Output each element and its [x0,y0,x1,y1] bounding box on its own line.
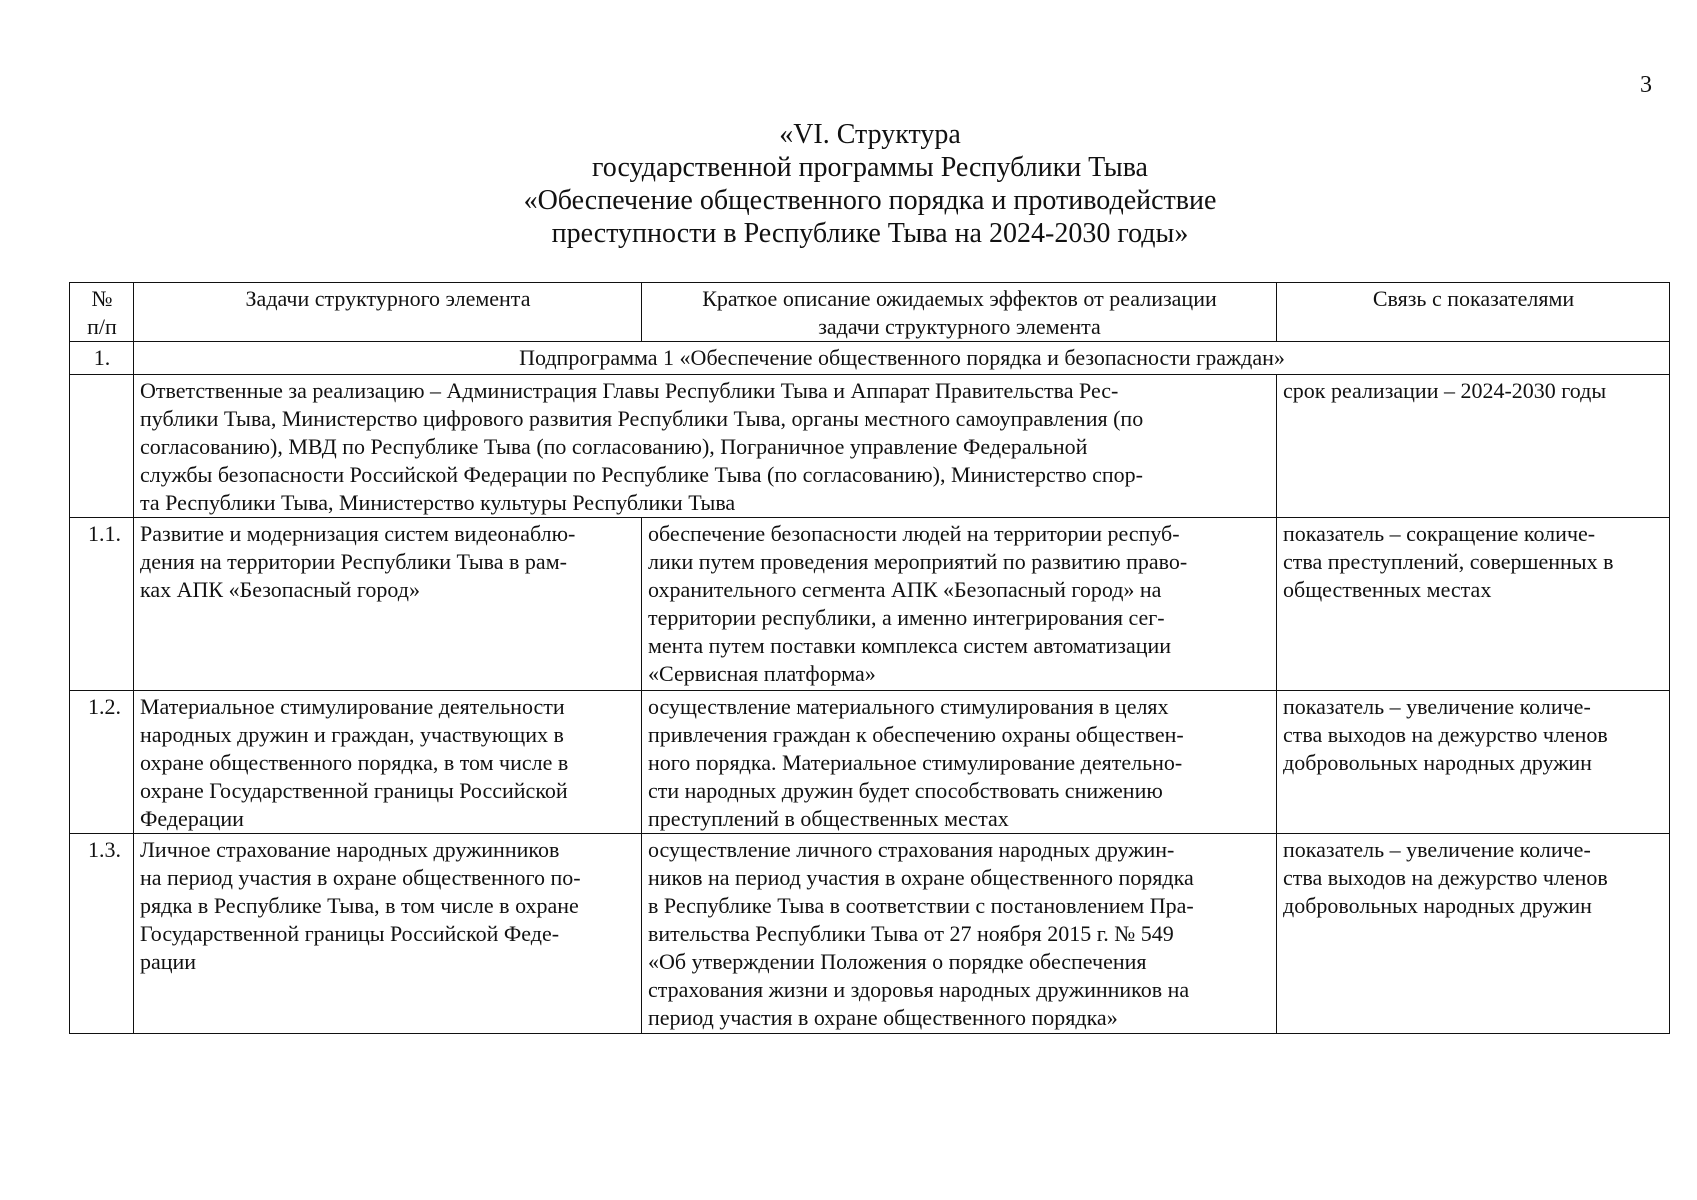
row-num: 1.3. [70,834,134,1034]
heading-line-2: государственной программы Республики Тыва [592,152,1148,183]
subprogram-title: Подпрограмма 1 «Обеспечение общественного порядка и безопасности граждан» [134,342,1670,375]
heading-line-4: преступности в Республике Тыва на 2024-2030 годы» [551,218,1189,249]
row-link: показатель – увеличение количе- ства выходов на дежурство членов добровольных народных дружин [1277,691,1670,834]
row-num: 1.1. [70,518,134,691]
row-task: Развитие и модернизация систем видеонаблю- дения на территории Республики Тыва в рам- ках АПК «Безопасный город» [134,518,642,691]
heading-line-3: «Обеспечение общественного порядка и противодействие [523,185,1217,216]
table-header-row [70,283,1670,342]
row-num: 1.2. [70,691,134,834]
subprogram-num: 1. [70,342,134,375]
responsible-num [70,375,134,518]
row-task: Материальное стимулирование деятельности народных дружин и граждан, участвующих в охране общественного порядка, в том числе в охране Государственной границы Российской Федерации [134,691,642,834]
heading-line-1: «VI. Структура [779,119,961,150]
structure-table [69,282,1670,1034]
responsible-row [70,375,1670,518]
header-task: Задачи структурного элемента [134,283,642,342]
row-task: Личное страхование народных дружинников на период участия в охране общественного по- рядка в Республике Тыва, в том числе в охране Государственной границы Российской Феде- рации [134,834,642,1034]
table-row [70,691,1670,834]
row-link: показатель – увеличение количе- ства выходов на дежурство членов добровольных народных дружин [1277,834,1670,1034]
row-link: показатель – сокращение количе- ства преступлений, совершенных в общественных местах [1277,518,1670,691]
row-effect: осуществление личного страхования народных дружин- ников на период участия в охране общественного порядка в Республике Тыва в соответствии с постановлением Пра- вительства Республики Тыва от 27 ноября 2015 г. № 549 «Об утверждении Положения о порядке обеспечения страхования жизни и здоровья народных дружинников на период участия в охране общественного порядка» [642,834,1277,1034]
header-effect: Краткое описание ожидаемых эффектов от реализации задачи структурного элемента [642,283,1277,342]
table-row [70,834,1670,1034]
document-heading [300,118,1440,250]
responsible-text: Ответственные за реализацию – Администрация Главы Республики Тыва и Аппарат Правительства Рес- публики Тыва, Министерство цифрового развития Республики Тыва, органы местного самоуправления (по согласованию), МВД по Республике Тыва (по согласованию), Пограничное управление Федеральной службы безопасности Российской Федерации по Республике Тыва (по согласованию), Министерство спор- та Республики Тыва, Министерство культуры Республики Тыва [134,375,1277,518]
responsible-term: срок реализации – 2024-2030 годы [1277,375,1670,518]
row-effect: обеспечение безопасности людей на территории респуб- лики путем проведения мероприятий по развитию право- охранительного сегмента АПК «Безопасный город» на территории республики, а именно интегрирования сег- мента путем поставки комплекса систем автоматизации «Сервисная платформа» [642,518,1277,691]
header-num: № п/п [70,283,134,342]
page-number: 3 [1640,72,1652,98]
table-row [70,518,1670,691]
header-link: Связь с показателями [1277,283,1670,342]
row-effect: осуществление материального стимулирования в целях привлечения граждан к обеспечению охраны обществен- ного порядка. Материальное стимулирование деятельно- сти народных дружин будет способствовать снижению преступлений в общественных местах [642,691,1277,834]
subprogram-row [70,342,1670,375]
